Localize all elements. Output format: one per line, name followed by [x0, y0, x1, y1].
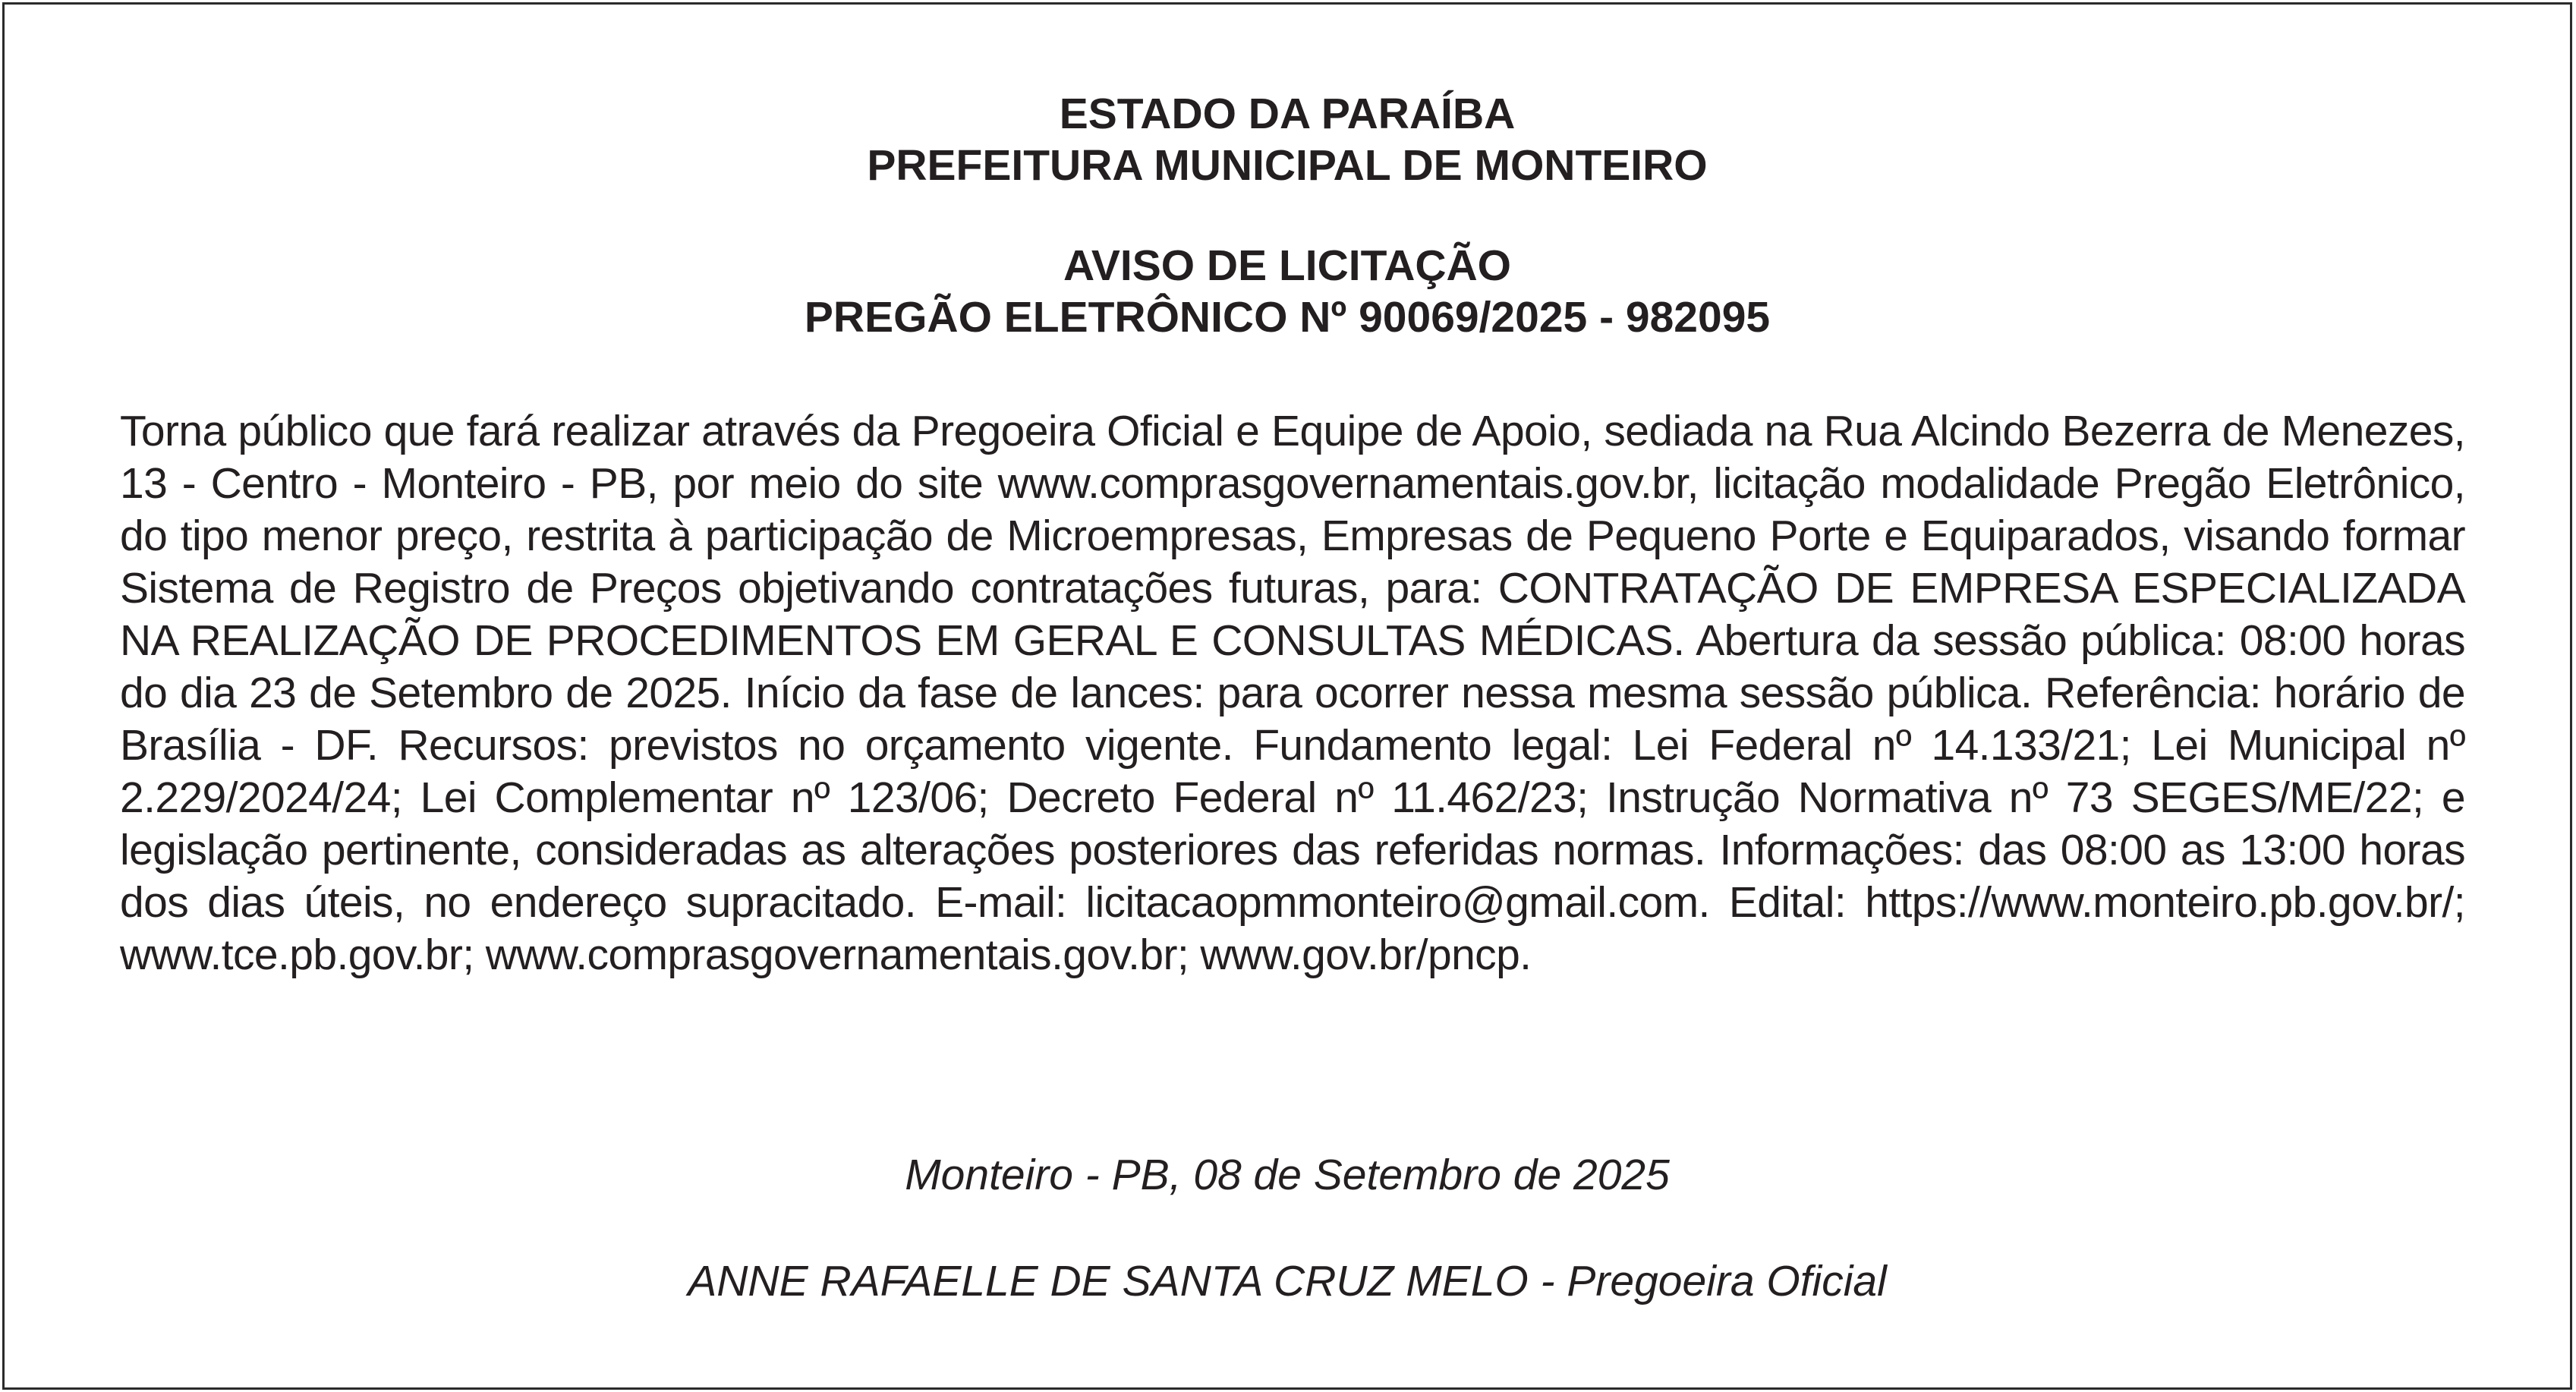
signatory: ANNE RAFAELLE DE SANTA CRUZ MELO - Pregoeira Oficial: [688, 1257, 1887, 1305]
municipality-name: PREFEITURA MUNICIPAL DE MONTEIRO: [867, 141, 1708, 190]
state-name: ESTADO DA PARAÍBA: [1059, 90, 1516, 138]
notice-frame: [2, 2, 2572, 1390]
process-number: PREGÃO ELETRÔNICO Nº 90069/2025 - 982095: [804, 293, 1771, 342]
place-date: Monteiro - PB, 08 de Setembro de 2025: [905, 1151, 1670, 1199]
notice-body: Torna público que fará realizar através da Pregoeira Oficial e Equipe de Apoio, sediada na Rua Alcindo Bezerra de Menezes, 13 - Centro - Monteiro - PB, por meio do site www.comprasgovernamentais.gov.br, licitação modalidade Pregão Eletrônico, do tipo menor preço, restrita à participação de Microempresas, Empresas de Pequeno Porte e Equiparados, visando formar Sistema de Registro de Preços objetivando contratações futuras, para: CONTRATAÇÃO DE EMPRESA ESPECIALIZADA NA REALIZAÇÃO DE PROCEDIMENTOS EM GERAL E CONSULTAS MÉDICAS. Abertura da sessão pública: 08:00 horas do dia 23 de Setembro de 2025. Início da fase de lances: para ocorrer nessa mesma sessão pública. Referência: horário de Brasília - DF. Recursos: previstos no orçamento vigente. Fundamento legal: Lei Federal nº 14.133/21; Lei Municipal nº 2.229/2024/24; Lei Complementar nº 123/06; Decreto Federal nº 11.462/23; Instrução Normativa nº 73 SEGES/ME/22; e legislação pertinente, consideradas as alterações posteriores das referidas normas. Informações: das 08:00 as 13:00 horas dos dias úteis, no endereço supracitado. E-mail: licitacaopmmonteiro@gmail.com. Edital: https://www.monteiro.pb.gov.br/; www.tce.pb.gov.br; www.comprasgovernamentais.gov.br; www.gov.br/pncp.: [120, 407, 2465, 979]
notice-header: [5, 88, 2570, 343]
notice-title: AVISO DE LICITAÇÃO: [1063, 241, 1512, 290]
header-spacer: [5, 191, 2570, 240]
